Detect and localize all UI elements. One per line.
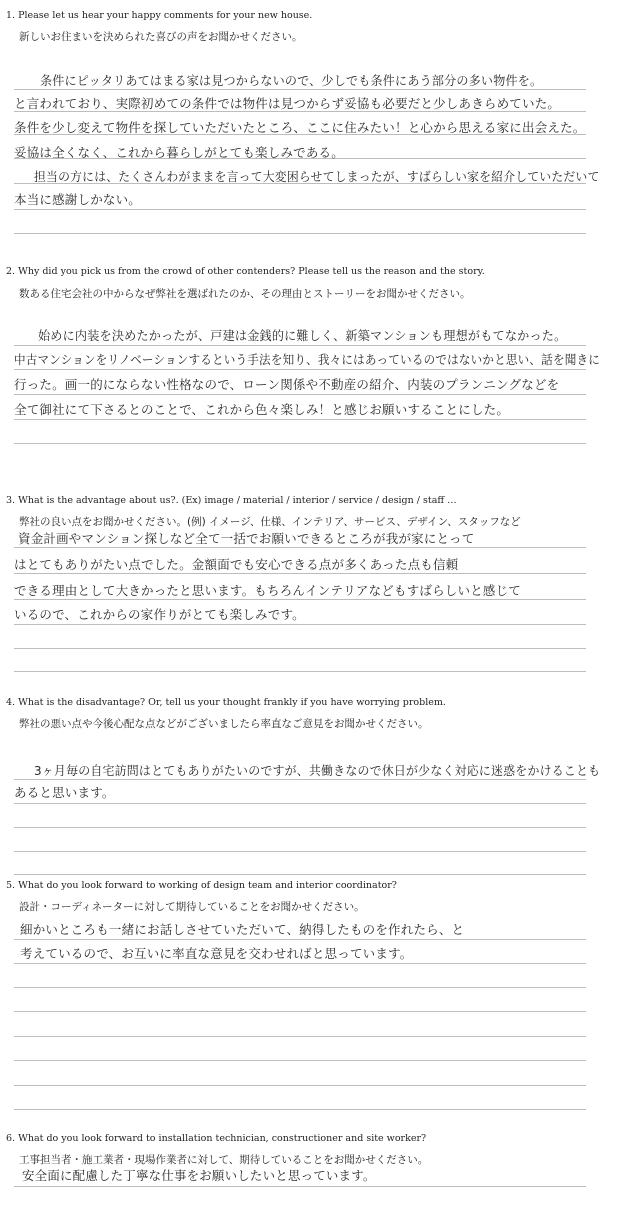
question-3-en: 3. What is the advantage about us?. (Ex) image / material / interior / service / design / staff … (6, 495, 457, 506)
answer-3-line-1: 資金計画やマンション探しなど全て一括でお願いできるところが我が家にとって (18, 531, 475, 546)
answer-1-line-1: 条件にピッタリあてはまる家は見つからないので、少しでも条件にあう部分の多い物件を。 (40, 73, 543, 88)
question-3-ja: 弊社の良い点をお聞かせください。(例) イメージ、仕様、インテリア、サービス、デザイン、スタッフなど (19, 516, 521, 528)
question-2-en: 2. Why did you pick us from the crowd of other contenders? Please tell us the reason and the story. (6, 266, 485, 277)
question-5-ja: 設計・コーディネーターに対して期待していることをお聞かせください。 (19, 901, 365, 913)
question-1-ja: 新しいお住まいを決められた喜びの声をお聞かせください。 (19, 31, 303, 43)
answer-5-line-1: 細かいところも一緒にお話しさせていただいて、納得したものを作れたら、と (20, 922, 465, 937)
question-4-en: 4. What is the disadvantage? Or, tell us your thought frankly if you have worrying problem. (6, 697, 446, 708)
answer-1-line-6: 本当に感謝しかない。 (14, 192, 142, 207)
question-6-en: 6. What do you look forward to installation technician, constructioner and site worker? (6, 1133, 427, 1144)
answer-3-line-3: できる理由として大きかったと思います。もちろんインテリアなどもすばらしいと感じて (14, 583, 522, 598)
answer-1-line-2: と言われており、実際初めての条件では物件は見つからず妥協も必要だと少しあきらめていた。 (14, 96, 561, 111)
answer-2-line-4: 全て御社にて下さるとのことで、これから色々楽しみ！と感じお願いすることにした。 (14, 402, 510, 417)
answer-2-line-3: 行った。画一的にならない性格なので、ローン関係や不動産の紹介、内装のプランニングなどを (14, 377, 560, 392)
answer-3-line-2: はとてもありがたい点でした。金額面でも安心できる点が多くあった点も信頼 (14, 557, 459, 572)
question-6-ja: 工事担当者・施工業者・現場作業者に対して、期待していることをお聞かせください。 (19, 1154, 429, 1166)
answer-5-line-2: 考えているので、お互いに率直な意見を交わせればと思っています。 (20, 946, 413, 961)
answer-3-line-4: いるので、これからの家作りがとても楽しみです。 (14, 607, 305, 622)
answer-1-line-5: 担当の方には、たくさんわがままを言って大変困らせてしまったが、すばらしい家を紹介していただいて (34, 169, 600, 184)
question-1-en: 1. Please let us hear your happy comments for your new house. (6, 10, 313, 21)
answer-1-line-3: 条件を少し変えて物件を探していただいたところ、ここに住みたい！と心から思える家に出会えた。 (14, 120, 586, 135)
answer-4-line-2: あると思います。 (14, 785, 115, 800)
question-4-ja: 弊社の悪い点や今後心配な点などがございましたら率直なご意見をお聞かせください。 (19, 718, 429, 730)
answer-2-line-2: 中古マンションをリノベーションするという手法を知り、我々にはあっているのではないかと思い、話を聞きに (14, 352, 600, 367)
question-5-en: 5. What do you look forward to working of design team and interior coordinator? (6, 880, 397, 891)
answer-2-line-1: 始めに内装を決めたかったが、戸建は金銭的に難しく、新築マンションも理想がもてなかった。 (38, 328, 567, 343)
answer-1-line-4: 妥協は全くなく、これから暮らしがとても楽しみである。 (14, 145, 344, 160)
answer-6-line-1: 安全面に配慮した丁寧な仕事をお願いしたいと思っています。 (22, 1168, 376, 1183)
question-2-ja: 数ある住宅会社の中からなぜ弊社を選ばれたのか、その理由とストーリーをお聞かせください。 (19, 288, 471, 300)
answer-4-line-1: 3ヶ月毎の自宅訪問はとてもありがたいのですが、共働きなので休日が少なく対応に迷惑をかけることも (34, 763, 601, 778)
